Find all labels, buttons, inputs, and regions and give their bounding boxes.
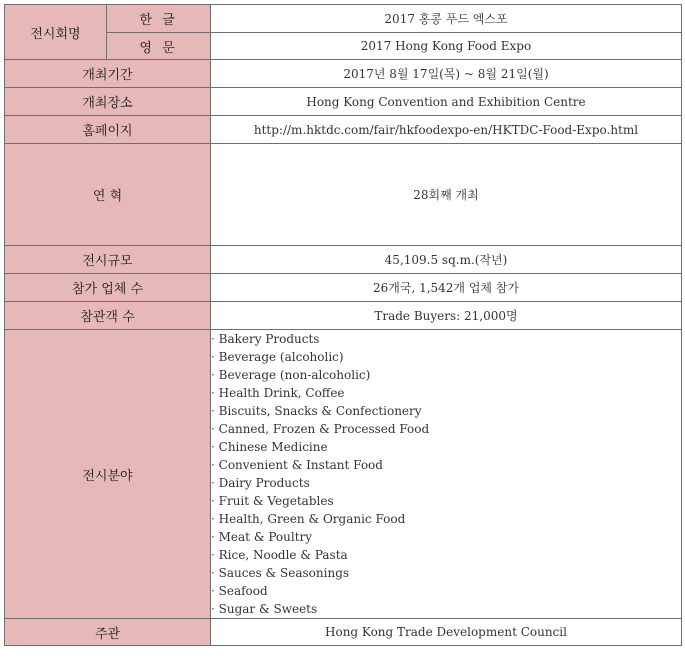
category-item: · Rice, Noodle & Pasta [211, 546, 681, 564]
category-item: · Canned, Frozen & Processed Food [211, 420, 681, 438]
category-item: · Meat & Poultry [211, 528, 681, 546]
exhibitors-value: 26개국, 1,542개 업체 참가 [211, 274, 682, 302]
venue-label: 개최장소 [5, 88, 211, 116]
row-scale [5, 246, 682, 274]
scale-label: 전시규모 [5, 246, 211, 274]
row-history [5, 144, 682, 246]
exhibition-name-label: 전시회명 [5, 5, 107, 60]
row-visitors [5, 302, 682, 330]
exhibitors-label: 참가 업체 수 [5, 274, 211, 302]
row-homepage [5, 116, 682, 144]
category-item: · Sauces & Seasonings [211, 564, 681, 582]
category-item: · Seafood [211, 582, 681, 600]
visitors-value: Trade Buyers: 21,000명 [211, 302, 682, 330]
category-item: · Dairy Products [211, 474, 681, 492]
category-item: · Beverage (alcoholic) [211, 348, 681, 366]
category-item: · Beverage (non-alcoholic) [211, 366, 681, 384]
exhibition-info-table [4, 4, 682, 646]
homepage-link[interactable]: http://m.hktdc.com/fair/hkfoodexpo-en/HKTDC-Food-Expo.html [211, 116, 682, 144]
row-exhibitors [5, 274, 682, 302]
row-categories [5, 330, 682, 619]
row-venue [5, 88, 682, 116]
category-item: · Chinese Medicine [211, 438, 681, 456]
scale-value: 45,109.5 sq.m.(작년) [211, 246, 682, 274]
period-value: 2017년 8월 17일(목) ~ 8월 21일(월) [211, 60, 682, 88]
history-label: 연 혁 [5, 144, 211, 246]
visitors-label: 참관객 수 [5, 302, 211, 330]
categories-list [211, 330, 681, 618]
period-label: 개최기간 [5, 60, 211, 88]
category-item: · Biscuits, Snacks & Confectionery [211, 402, 681, 420]
row-period [5, 60, 682, 88]
korean-name-label: 한 글 [107, 5, 211, 33]
row-exhibition-name-english [5, 33, 682, 60]
category-item: · Bakery Products [211, 330, 681, 348]
english-name-label: 영 문 [107, 33, 211, 60]
row-exhibition-name-korean [5, 5, 682, 33]
categories-cell [211, 330, 682, 619]
category-item: · Health, Green & Organic Food [211, 510, 681, 528]
english-name-value: 2017 Hong Kong Food Expo [211, 33, 682, 60]
category-item: · Fruit & Vegetables [211, 492, 681, 510]
korean-name-value: 2017 홍콩 푸드 엑스포 [211, 5, 682, 33]
category-item: · Health Drink, Coffee [211, 384, 681, 402]
category-item: · Convenient & Instant Food [211, 456, 681, 474]
row-organizer [5, 619, 682, 646]
homepage-label: 홈페이지 [5, 116, 211, 144]
venue-value: Hong Kong Convention and Exhibition Centre [211, 88, 682, 116]
history-value: 28회째 개최 [211, 144, 682, 246]
categories-label: 전시분야 [5, 330, 211, 619]
category-item: · Sugar & Sweets [211, 600, 681, 618]
organizer-value: Hong Kong Trade Development Council [211, 619, 682, 646]
organizer-label: 주관 [5, 619, 211, 646]
